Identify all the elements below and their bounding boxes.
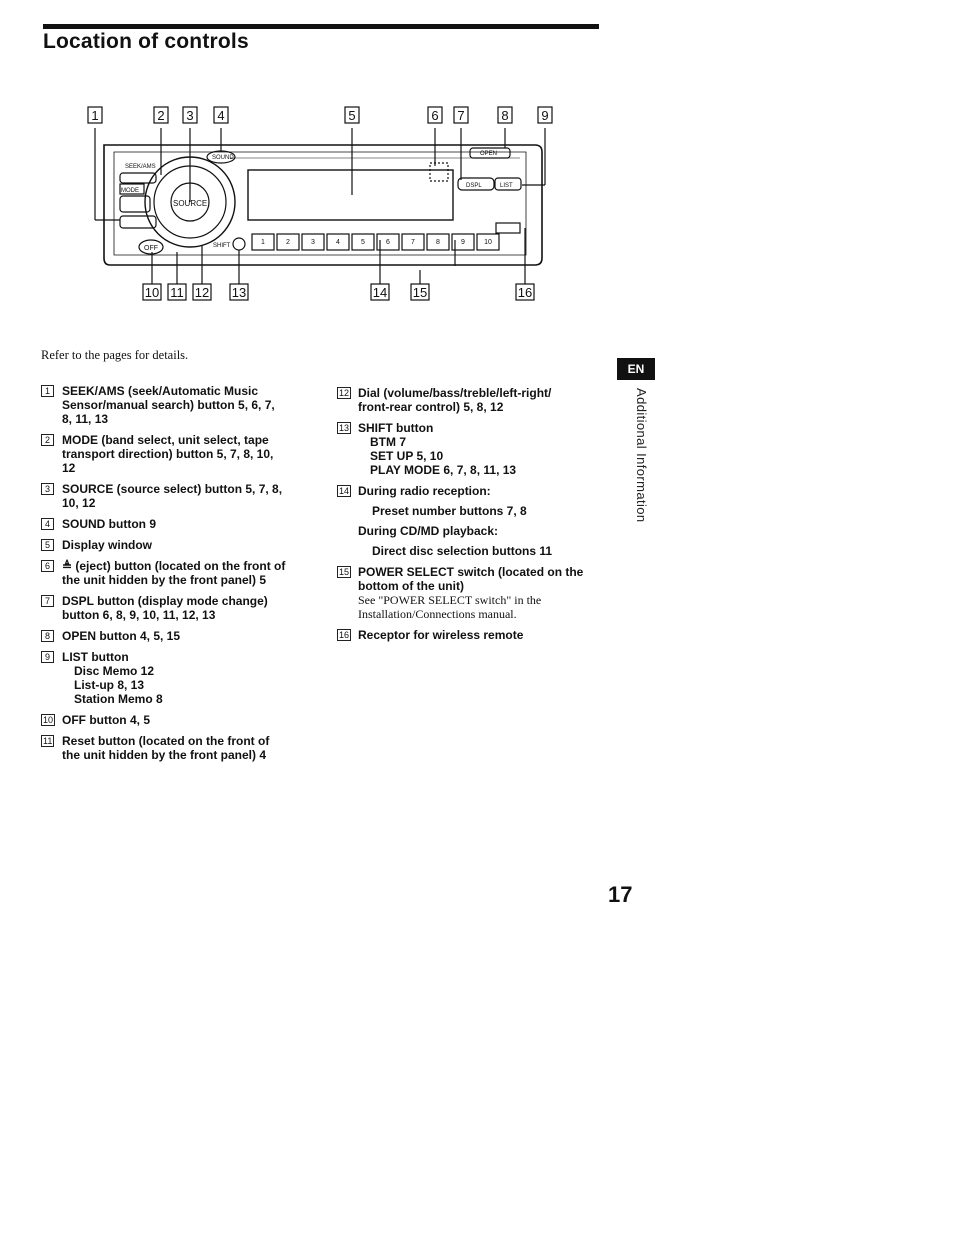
top-number-labels [88, 107, 552, 123]
preset-label-10: 10 [484, 239, 492, 246]
page-number: 17 [608, 882, 633, 907]
item-5 [41, 538, 311, 552]
item-note: Installation/Connections manual. [358, 607, 517, 621]
left-column [41, 384, 311, 769]
preset-label-1: 1 [261, 239, 265, 246]
item-label: Receptor for wireless remote [358, 628, 524, 642]
svg-text:14: 14 [372, 285, 388, 300]
item-number: 6 [41, 560, 54, 572]
preset-label-4: 4 [336, 239, 340, 246]
preset-label-2: 2 [286, 239, 290, 246]
item-label: Sensor/manual search) button 5, 6, 7, [62, 398, 275, 412]
item-3 [41, 482, 311, 510]
svg-text:3: 3 [186, 108, 194, 123]
item-label: 10, 12 [62, 496, 96, 510]
item-label: Reset button (located on the front of [62, 734, 270, 748]
label-1 [88, 107, 102, 123]
svg-text:12: 12 [194, 285, 210, 300]
svg-text:10: 10 [144, 285, 160, 300]
item-number: 12 [339, 388, 350, 398]
label-12 [193, 284, 211, 300]
item-number: 4 [41, 518, 54, 530]
svg-text:5: 5 [348, 108, 356, 123]
item-label: SEEK/AMS (seek/Automatic Music [62, 384, 259, 398]
item-label: 8, 11, 13 [62, 412, 109, 426]
label-15 [411, 284, 429, 300]
item-number: 15 [339, 567, 350, 577]
controls-diagram [80, 100, 560, 315]
label-16 [516, 284, 534, 300]
label-7 [454, 107, 468, 123]
item-15 [337, 565, 592, 621]
preset-label-8: 8 [436, 239, 440, 246]
label-4 [214, 107, 228, 123]
item-number: 13 [339, 423, 350, 433]
page-title: Location of controls [43, 30, 249, 53]
item-label: OPEN button 4, 5, 15 [62, 629, 181, 643]
dspl-label: DSPL [466, 183, 482, 189]
item-number: 11 [43, 736, 53, 746]
item-number: 14 [339, 486, 350, 496]
label-2 [154, 107, 168, 123]
label-8 [498, 107, 512, 123]
label-9 [538, 107, 552, 123]
label-5 [345, 107, 359, 123]
svg-text:13: 13 [231, 285, 247, 300]
item-8 [41, 629, 311, 643]
item-label: MODE (band select, unit select, tape [62, 433, 269, 447]
preset-label-3: 3 [311, 239, 315, 246]
item-label: LIST button [62, 650, 129, 664]
title-rule [43, 24, 599, 29]
svg-text:4: 4 [217, 108, 225, 123]
item-4 [41, 517, 311, 531]
item-label: bottom of the unit) [358, 579, 464, 593]
right-column [337, 386, 592, 649]
item-13 [337, 421, 592, 477]
list-label: LIST [500, 183, 513, 189]
svg-text:7: 7 [457, 108, 465, 123]
svg-text:1: 1 [91, 108, 99, 123]
item-label: DSPL button (display mode change) [62, 594, 268, 608]
item-sub: BTM 7 [370, 435, 406, 449]
item-label: SHIFT button [358, 421, 434, 435]
item-number: 2 [41, 434, 54, 446]
label-13 [230, 284, 248, 300]
item-note: See "POWER SELECT switch" in the [358, 593, 542, 607]
item-sub: PLAY MODE 6, 7, 8, 11, 13 [370, 463, 517, 477]
svg-text:8: 8 [501, 108, 509, 123]
preset-label-5: 5 [361, 239, 365, 246]
shift-label: SHIFT [213, 243, 231, 249]
item-label: SOURCE (source select) button 5, 7, 8, [62, 482, 283, 496]
off-label: OFF [144, 245, 158, 252]
svg-text:6: 6 [431, 108, 439, 123]
seek-ams-label: SEEK/AMS [125, 164, 156, 170]
item-1 [41, 384, 311, 426]
svg-text:11: 11 [170, 285, 184, 300]
item-12 [337, 386, 592, 414]
item-label: transport direction) button 5, 7, 8, 10, [62, 447, 274, 461]
label-3 [183, 107, 197, 123]
item-number: 7 [41, 595, 54, 607]
svg-text:2: 2 [157, 108, 165, 123]
label-14 [371, 284, 389, 300]
language-tab: EN [617, 358, 655, 380]
section-side-label: Additional Information [634, 388, 649, 523]
item-label: POWER SELECT switch (located on the [358, 565, 584, 579]
source-label: SOURCE [173, 199, 208, 208]
preset-number-buttons: Preset number buttons 7, 8 [372, 504, 527, 518]
item-number: 1 [41, 385, 54, 397]
item-sub: Station Memo 8 [74, 692, 163, 706]
item-label: Display window [62, 538, 153, 552]
refer-note: Refer to the pages for details. [41, 348, 189, 362]
item-number: 9 [41, 651, 54, 663]
item-16 [337, 628, 592, 642]
sound-label: SOUND [212, 155, 234, 161]
item-2 [41, 433, 311, 475]
item-label: SOUND button 9 [62, 517, 156, 531]
direct-disc-buttons: Direct disc selection buttons 11 [372, 544, 553, 558]
item-number: 10 [43, 715, 54, 725]
preset-label-6: 6 [386, 239, 390, 246]
item-label: During radio reception: [358, 484, 491, 498]
mode-label: MODE [121, 188, 139, 194]
open-label: OPEN [480, 151, 498, 157]
item-label: the unit hidden by the front panel) 4 [62, 748, 266, 762]
svg-text:15: 15 [412, 285, 428, 300]
item-label: front-rear control) 5, 8, 12 [358, 400, 504, 414]
preset-label-9: 9 [461, 239, 465, 246]
svg-text:9: 9 [541, 108, 549, 123]
preset-label-7: 7 [411, 239, 415, 246]
item-label: button 6, 8, 9, 10, 11, 12, 13 [62, 608, 216, 622]
item-label: 12 [62, 461, 76, 475]
item-label: Dial (volume/bass/treble/left-right/ [358, 386, 552, 400]
item-14 [337, 484, 592, 558]
item-sub: Disc Memo 12 [74, 664, 155, 678]
item-label: ≜ (eject) button (located on the front of [62, 559, 286, 573]
item-sub: List-up 8, 13 [74, 678, 145, 692]
label-11 [168, 284, 186, 300]
item-7 [41, 594, 311, 622]
label-6 [428, 107, 442, 123]
item-11 [41, 734, 311, 762]
item-number: 5 [41, 539, 54, 551]
item-9 [41, 650, 311, 706]
item-10 [41, 713, 311, 727]
item-6 [41, 559, 311, 587]
item-label: the unit hidden by the front panel) 5 [62, 573, 266, 587]
item-number: 16 [339, 630, 350, 640]
item-number: 8 [41, 630, 54, 642]
label-10 [143, 284, 161, 300]
cd-md-heading: During CD/MD playback: [358, 524, 499, 538]
item-sub: SET UP 5, 10 [370, 449, 444, 463]
item-number: 3 [41, 483, 54, 495]
svg-text:16: 16 [517, 285, 533, 300]
item-label: OFF button 4, 5 [62, 713, 150, 727]
